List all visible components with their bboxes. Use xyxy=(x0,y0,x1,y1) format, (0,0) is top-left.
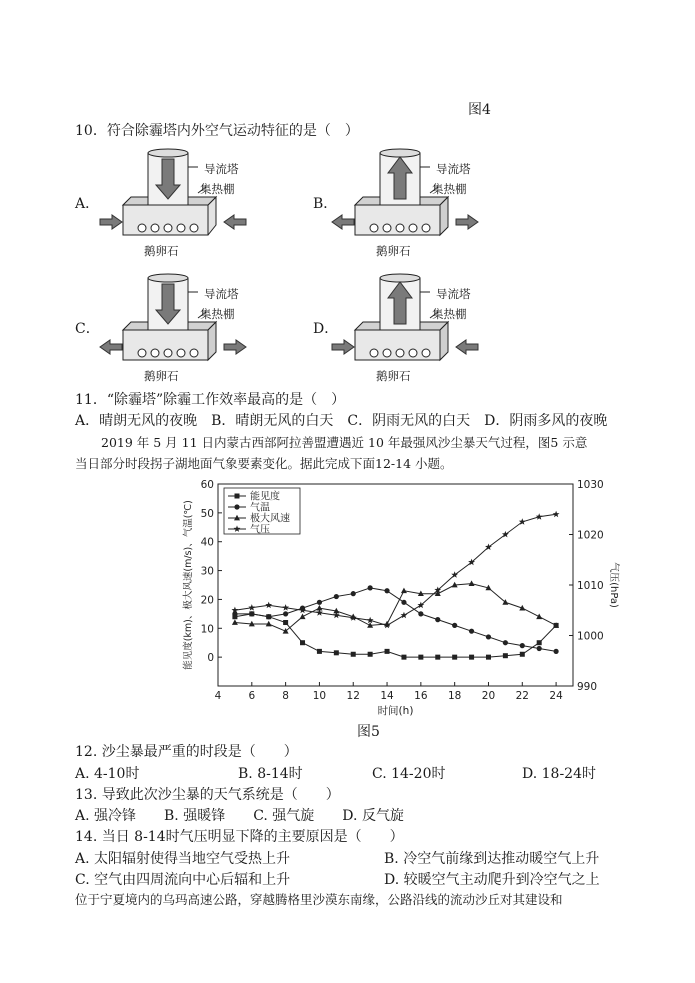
data-point-square xyxy=(469,655,474,660)
y-left-tick-label: 20 xyxy=(200,594,214,607)
legend-label: 能见度 xyxy=(250,491,280,503)
data-point-square xyxy=(385,649,390,654)
q12-option-c: C. 14-20时 xyxy=(372,766,446,782)
data-point-circle xyxy=(351,591,356,596)
q10-c-pebble-label: 鹅卵石 xyxy=(144,369,179,383)
data-point-triangle xyxy=(536,614,542,620)
data-point-square xyxy=(283,620,288,625)
q10-d-shed-label: 集热棚 xyxy=(432,307,467,321)
data-point-triangle xyxy=(401,588,407,594)
y-left-tick-label: 50 xyxy=(200,507,214,520)
data-point-star xyxy=(536,513,543,520)
data-point-circle xyxy=(452,623,457,628)
figure-5-caption: 图5 xyxy=(357,724,380,740)
question-10-stem: 10．符合除霾塔内外空气运动特征的是（ ） xyxy=(75,123,359,139)
q10-a-tower-label: 导流塔 xyxy=(204,162,239,176)
x-tick-label: 18 xyxy=(447,690,462,702)
data-point-circle xyxy=(520,643,525,648)
q12-option-d: D. 18-24时 xyxy=(522,766,596,782)
q10-d-tower-label: 导流塔 xyxy=(436,287,471,301)
data-point-triangle xyxy=(469,580,475,586)
data-point-circle xyxy=(418,611,423,616)
x-tick-label: 4 xyxy=(214,690,222,702)
data-point-circle xyxy=(266,614,271,619)
data-point-square xyxy=(334,650,339,655)
data-point-circle xyxy=(334,594,339,599)
data-point-star xyxy=(265,602,272,609)
data-point-circle xyxy=(486,634,491,639)
line-chart-svg xyxy=(175,478,620,723)
legend-label: 气温 xyxy=(250,502,270,514)
data-point-square xyxy=(452,655,457,660)
q10-diagram-b xyxy=(330,145,480,260)
question-14-stem: 14. 当日 8-14时气压明显下降的主要原因是（ ） xyxy=(75,829,404,845)
x-tick-label: 24 xyxy=(549,690,563,702)
data-point-circle xyxy=(401,600,406,605)
intro-line-1: 2019 年 5 月 11 日内蒙古西部阿拉善盟遭遇近 10 年最强风沙尘暴天气过程，图5 示意 xyxy=(101,435,588,450)
data-point-circle xyxy=(283,611,288,616)
y-right-tick-label: 1020 xyxy=(577,529,604,542)
q10-diagram-c xyxy=(98,270,248,385)
q14-option-a: A. 太阳辐射使得当地空气受热上升 xyxy=(75,851,291,867)
q10-a-shed-label: 集热棚 xyxy=(200,182,235,196)
q10-option-a-letter: A． xyxy=(75,196,100,212)
question-13-stem: 13. 导致此次沙尘暴的天气系统是（ ） xyxy=(75,787,340,803)
q10-option-b-letter: B． xyxy=(313,196,338,212)
data-point-triangle xyxy=(300,614,306,620)
legend-marker-square xyxy=(235,494,240,499)
data-point-square xyxy=(401,655,406,660)
q12-option-b: B. 8-14时 xyxy=(238,766,303,782)
data-point-square xyxy=(418,655,423,660)
q10-d-pebble-label: 鹅卵石 xyxy=(376,369,411,383)
data-point-star xyxy=(384,622,391,629)
q10-diagram-d xyxy=(330,270,480,385)
figure-4-caption: 图4 xyxy=(468,102,491,118)
intro-line-2: 当日部分时段拐子湖地面气象要素变化。据此完成下面12-14 小题。 xyxy=(75,456,453,471)
y-right-tick-label: 990 xyxy=(577,681,598,693)
q14-option-c: C. 空气由四周流向中心后辐和上升 xyxy=(75,872,291,888)
data-point-circle xyxy=(317,600,322,605)
data-point-square xyxy=(435,655,440,660)
data-point-square xyxy=(537,640,542,645)
y-right-tick-label: 1000 xyxy=(577,630,604,643)
y-left-tick-label: 60 xyxy=(200,479,214,491)
q10-b-tower-label: 导流塔 xyxy=(436,162,471,176)
data-point-circle xyxy=(368,585,373,590)
y-left-tick-label: 30 xyxy=(200,565,214,578)
data-point-star xyxy=(553,511,560,518)
series-line-circle xyxy=(235,588,556,652)
next-passage-line: 位于宁夏境内的乌玛高速公路，穿越腾格里沙漠东南缘，公路沿线的流动沙丘对其建设和 xyxy=(75,892,563,907)
data-point-circle xyxy=(503,640,508,645)
x-tick-label: 10 xyxy=(312,690,327,702)
y-left-tick-label: 40 xyxy=(200,536,214,549)
x-tick-label: 16 xyxy=(414,690,428,702)
data-point-triangle xyxy=(232,619,238,625)
data-point-square xyxy=(368,652,373,657)
q10-diagram-a xyxy=(98,145,248,260)
question-12-stem: 12. 沙尘暴最严重的时段是（ ） xyxy=(75,744,298,760)
q12-option-a: A. 4-10时 xyxy=(75,766,140,782)
q10-c-shed-label: 集热棚 xyxy=(200,307,235,321)
y-left-tick-label: 10 xyxy=(200,623,214,636)
x-tick-label: 14 xyxy=(380,690,394,702)
data-point-star xyxy=(282,604,289,611)
data-point-square xyxy=(503,653,508,658)
data-point-star xyxy=(248,604,255,611)
question-11-options: A．晴朗无风的夜晚 B．晴朗无风的白天 C．阴雨无风的白天 D．阴雨多风的夜晚 xyxy=(75,413,608,429)
y-left-axis-label: 能见度(km)、极大风速(m/s)、气温(℃) xyxy=(183,500,194,670)
x-tick-label: 12 xyxy=(346,690,360,702)
q10-b-shed-label: 集热棚 xyxy=(432,182,467,196)
x-tick-label: 6 xyxy=(248,690,256,702)
data-point-square xyxy=(486,655,491,660)
legend-marker-circle xyxy=(234,504,239,509)
q10-option-d-letter: D． xyxy=(313,321,339,337)
data-point-circle xyxy=(469,629,474,634)
q10-b-pebble-label: 鹅卵石 xyxy=(376,244,411,258)
question-13-options: A. 强冷锋 B. 强暖锋 C. 强气旋 D. 反气旋 xyxy=(75,808,404,824)
data-point-square xyxy=(317,649,322,654)
q14-option-b: B. 冷空气前缘到达推动暖空气上升 xyxy=(384,851,600,867)
data-point-circle xyxy=(232,611,237,616)
q10-c-tower-label: 导流塔 xyxy=(204,287,239,301)
question-11-stem: 11．“除霾塔”除霾工作效率最高的是（ ） xyxy=(75,392,346,408)
data-point-circle xyxy=(553,649,558,654)
data-point-circle xyxy=(249,611,254,616)
figure-5-chart xyxy=(175,478,620,723)
data-point-circle xyxy=(384,588,389,593)
legend-label: 极大风速 xyxy=(250,513,290,525)
y-right-axis-label: 气压(hPa) xyxy=(608,562,619,608)
q14-option-d: D. 较暖空气主动爬升到冷空气之上 xyxy=(384,872,600,888)
data-point-square xyxy=(520,652,525,657)
q10-a-pebble-label: 鹅卵石 xyxy=(144,244,179,258)
data-point-square xyxy=(351,652,356,657)
q10-option-c-letter: C． xyxy=(75,321,100,337)
legend-label: 气压 xyxy=(250,524,270,536)
data-point-circle xyxy=(435,617,440,622)
y-right-tick-label: 1010 xyxy=(577,580,604,592)
x-tick-label: 22 xyxy=(515,690,529,702)
y-right-tick-label: 1030 xyxy=(577,479,604,491)
x-tick-label: 8 xyxy=(282,690,289,702)
data-point-star xyxy=(350,614,357,621)
data-point-square xyxy=(300,640,305,645)
x-tick-label: 20 xyxy=(481,690,496,702)
x-axis-label: 时间(h) xyxy=(377,705,414,717)
y-left-tick-label: 0 xyxy=(207,652,214,665)
data-point-circle xyxy=(537,646,542,651)
